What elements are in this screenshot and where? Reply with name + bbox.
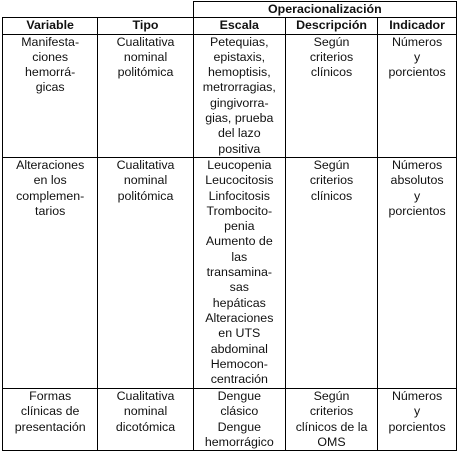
cell-tipo: [98, 388, 193, 450]
cell-text-line: OMS: [317, 434, 346, 449]
header-group-cell: Operacionalización: [193, 2, 456, 18]
cell-text-line: metrorragias,: [202, 80, 276, 95]
cell-text-line: Cualitativa: [116, 388, 175, 403]
cell-text-line: clínicos: [310, 65, 353, 80]
cell-descripcion: [285, 388, 377, 450]
cell-text-line: clínicos: [310, 188, 353, 203]
cell-text-line: en los: [33, 173, 67, 188]
cell-escala: [193, 388, 285, 450]
cell-text-line: y: [413, 404, 421, 419]
cell-text-line: Trombocito-: [206, 203, 273, 218]
cell-text-line: criterios: [309, 49, 354, 64]
cell-text-line: absolutos: [390, 173, 444, 188]
cell-text-line: Hemocon-: [210, 356, 268, 371]
cell-text-line: Formas: [29, 388, 72, 403]
cell-text-line: complemen-: [16, 188, 85, 203]
cell-text-line: nominal: [123, 49, 168, 64]
column-header-indicador: Indicador: [378, 18, 457, 34]
cell-text-line: porcientos: [388, 203, 446, 218]
cell-text-line: gicas: [35, 80, 65, 95]
cell-indicador: [378, 388, 457, 450]
cell-text-line: Alteraciones: [16, 157, 85, 172]
cell-text-line: clínicos de la: [295, 419, 368, 434]
cell-tipo: [98, 34, 193, 157]
cell-text-line: Dengue: [217, 388, 261, 403]
cell-variable: [3, 157, 98, 388]
cell-text-line: clásico: [220, 404, 259, 419]
cell-variable: [3, 388, 98, 450]
header-blank-cell: [3, 2, 194, 18]
operationalization-table: [2, 1, 457, 451]
cell-indicador: [378, 157, 457, 388]
cell-text-line: tarios: [35, 203, 66, 218]
cell-text-line: Según: [313, 388, 350, 403]
cell-text-line: positiva: [218, 141, 261, 156]
cell-text-line: en UTS: [218, 326, 261, 341]
cell-text-line: sas: [229, 280, 249, 295]
cell-text-line: transamina-: [206, 265, 273, 280]
cell-text-line: gias, prueba: [205, 111, 274, 126]
cell-text-line: y: [413, 188, 421, 203]
cell-text-line: dicotómica: [115, 419, 176, 434]
column-header-variable: Variable: [3, 18, 98, 34]
cell-text-line: politómica: [117, 188, 174, 203]
header-group-row: [3, 2, 457, 18]
cell-text-line: y: [413, 49, 421, 64]
cell-text-line: Linfocitosis: [208, 188, 270, 203]
cell-text-line: porcientos: [388, 419, 446, 434]
cell-text-line: del lazo: [217, 126, 261, 141]
cell-text-line: hemoptisis,: [207, 65, 271, 80]
cell-text-line: ciones: [32, 49, 69, 64]
cell-tipo: [98, 157, 193, 388]
cell-text-line: Alteraciones: [205, 310, 274, 325]
cell-text-line: Números: [391, 388, 443, 403]
cell-text-line: nominal: [123, 404, 168, 419]
table-row: [3, 157, 457, 388]
cell-text-line: centración: [210, 372, 268, 387]
column-header-descripcion: Descripción: [285, 18, 377, 34]
cell-indicador: [378, 34, 457, 157]
cell-text-line: presentación: [14, 419, 86, 434]
cell-text-line: Números: [391, 34, 443, 49]
cell-text-line: Manifesta-: [21, 34, 80, 49]
cell-text-line: porcientos: [388, 65, 446, 80]
cell-text-line: criterios: [309, 173, 354, 188]
cell-text-line: clínicas de: [20, 404, 80, 419]
cell-text-line: Números: [391, 157, 443, 172]
cell-descripcion: [285, 34, 377, 157]
cell-text-line: Aumento de: [205, 234, 273, 249]
cell-escala: [193, 34, 285, 157]
table-row: [3, 388, 457, 450]
cell-text-line: nominal: [123, 173, 168, 188]
cell-text-line: Dengue: [217, 419, 261, 434]
cell-text-line: Según: [313, 34, 350, 49]
column-header-escala: Escala: [193, 18, 285, 34]
cell-text-line: Cualitativa: [116, 34, 175, 49]
column-header-tipo: Tipo: [98, 18, 193, 34]
cell-text-line: Petequias,: [210, 34, 269, 49]
cell-text-line: penia: [224, 219, 255, 234]
cell-descripcion: [285, 157, 377, 388]
cell-text-line: abdominal: [210, 341, 268, 356]
cell-text-line: las: [231, 249, 248, 264]
cell-text-line: politómica: [117, 65, 174, 80]
cell-text-line: Leucocitosis: [205, 173, 274, 188]
cell-variable: [3, 34, 98, 157]
cell-text-line: hemorrágico: [204, 434, 274, 449]
cell-text-line: epistaxis,: [213, 49, 266, 64]
cell-text-line: hepáticas: [212, 295, 266, 310]
cell-text-line: gingivorra-: [210, 95, 269, 110]
cell-text-line: criterios: [309, 404, 354, 419]
header-columns-row: [3, 18, 457, 34]
cell-text-line: Leucopenia: [207, 157, 272, 172]
table-row: [3, 34, 457, 157]
cell-text-line: Según: [313, 157, 350, 172]
cell-text-line: Cualitativa: [116, 157, 175, 172]
cell-text-line: hemorrá-: [25, 65, 76, 80]
cell-escala: [193, 157, 285, 388]
